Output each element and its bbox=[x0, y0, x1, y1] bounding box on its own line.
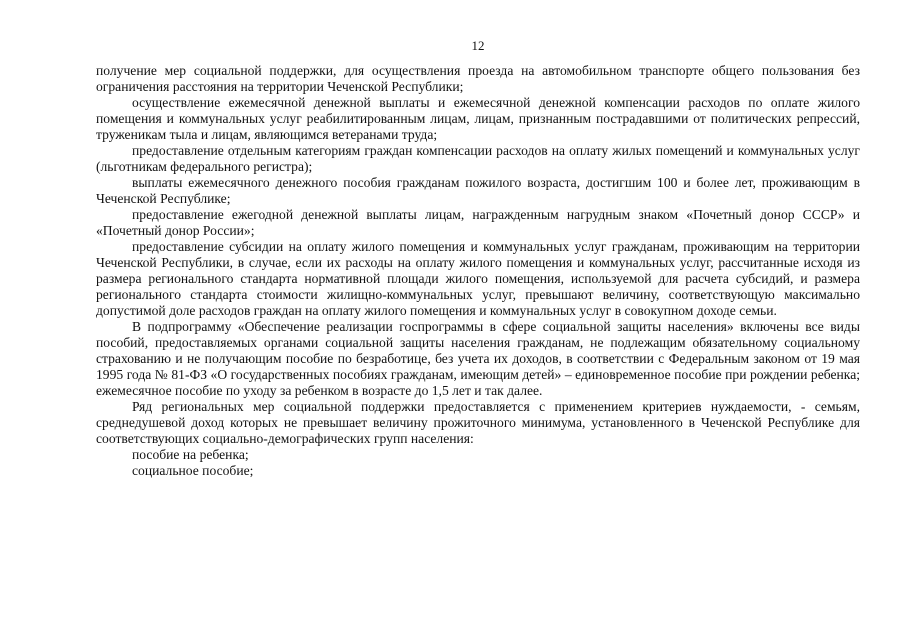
paragraph: В подпрограмму «Обеспечение реализации госпрограммы в сфере социальной защиты населения» включены все виды пособий, предоставляемых органами социальной защиты населения гражданам, не подлежащим обязательному социальному страхованию и не получающим пособие по безработице, без учета их доходов, в соответствии с Федеральным законом от 19 мая 1995 года № 81-ФЗ «О государственных пособиях гражданам, имеющим детей» – единовременное пособие при рождении ребенка; ежемесячное пособие по уходу за ребенком в возрасте до 1,5 лет и так далее. bbox=[96, 319, 860, 398]
paragraph: осуществление ежемесячной денежной выплаты и ежемесячной денежной компенсации расходов по оплате жилого помещения и коммунальных услуг реабилитированным лицам, лицам, признанным пострадавшими от политических репрессий, труженикам тыла и лицам, являющимся ветеранами труда; bbox=[96, 95, 860, 142]
paragraph: предоставление субсидии на оплату жилого помещения и коммунальных услуг гражданам, проживающим на территории Чеченской Республики, в случае, если их расходы на оплату жилого помещения и коммунальных услуг, рассчитанные исходя из размера регионального стандарта нормативной площади жилого помещения, используемой для расчета субсидий, и размера регионального стандарта стоимости жилищно-коммунальных услуг, превышают величину, соответствующую максимально допустимой доле расходов граждан на оплату жилого помещения и коммунальных услуг в совокупном доходе семьи. bbox=[96, 239, 860, 318]
paragraph: социальное пособие; bbox=[132, 463, 254, 478]
paragraph: выплаты ежемесячного денежного пособия гражданам пожилого возраста, достигшим 100 и более лет, проживающим в Чеченской Республике; bbox=[96, 175, 860, 206]
document-body bbox=[96, 63, 860, 479]
paragraph: получение мер социальной поддержки, для осуществления проезда на автомобильном транспорте общего пользования без ограничения расстояния на территории Чеченской Республики; bbox=[96, 63, 860, 94]
paragraph: Ряд региональных мер социальной поддержки предоставляется с применением критериев нуждаемости, - семьям, среднедушевой доход которых не превышает величину прожиточного минимума, установленного в Чеченской Республике для соответствующих социально-демографических групп населения: bbox=[96, 399, 860, 446]
document-page bbox=[96, 38, 860, 479]
paragraph: предоставление ежегодной денежной выплаты лицам, награжденным нагрудным знаком «Почетный донор СССР» и «Почетный донор России»; bbox=[96, 207, 860, 238]
page-number: 12 bbox=[471, 38, 485, 53]
paragraph: пособие на ребенка; bbox=[132, 447, 249, 462]
paragraph: предоставление отдельным категориям граждан компенсации расходов на оплату жилых помещений и коммунальных услуг (льготникам федерального регистра); bbox=[96, 143, 860, 174]
